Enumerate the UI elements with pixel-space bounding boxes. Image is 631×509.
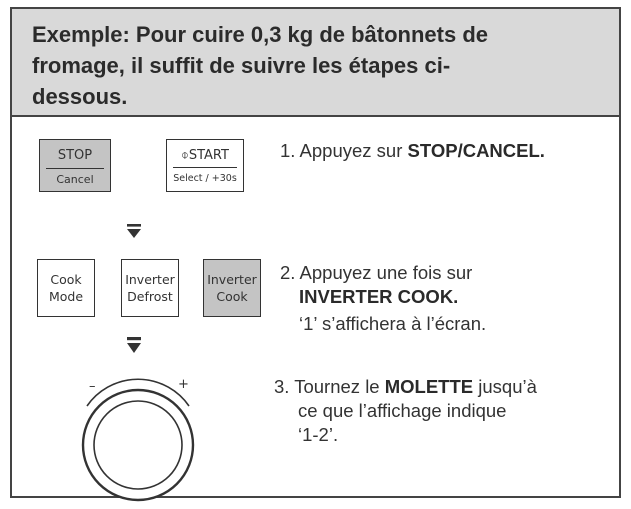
dial-knob-icon[interactable] — [67, 366, 209, 508]
dial-minus-label: – — [89, 379, 96, 394]
step-3-line1 — [274, 375, 537, 399]
cook-mode-button[interactable] — [37, 259, 95, 317]
start-label: ⌽START — [181, 148, 229, 163]
inverter-cook-line1: Inverter — [207, 272, 257, 287]
cook-mode-line1: Cook — [50, 272, 82, 287]
step-3-line2: ce que l’affichage indique — [298, 400, 507, 421]
example-header — [12, 9, 619, 117]
step-1-bold: STOP/CANCEL. — [407, 140, 545, 161]
step-3-line3: ‘1-2’. — [298, 424, 339, 445]
step-3-suffix: jusqu’à — [473, 376, 537, 397]
dial-plus-label: + — [178, 377, 189, 392]
step-2-line3: ‘1’ s’affichera à l’écran. — [299, 313, 487, 334]
instruction-box — [10, 7, 621, 498]
step-3-text — [274, 375, 537, 447]
step-3-prefix: 3. Tournez le — [274, 376, 385, 397]
step-1-text — [280, 139, 545, 163]
step-3-bold: MOLETTE — [384, 376, 474, 397]
start-button[interactable] — [166, 139, 244, 192]
inverter-cook-line2: Cook — [216, 289, 248, 304]
inverter-defrost-button[interactable] — [121, 259, 179, 317]
step-2-text — [280, 261, 486, 336]
inverter-defrost-line2: Defrost — [127, 289, 173, 304]
header-line-1: Exemple: Pour cuire 0,3 kg de bâtonnets de — [32, 22, 489, 47]
inverter-defrost-line1: Inverter — [125, 272, 175, 287]
stop-cancel-button[interactable] — [39, 139, 111, 192]
step-2-bold: INVERTER COOK. — [299, 286, 459, 307]
stop-divider — [46, 168, 104, 169]
step-1-prefix: 1. Appuyez sur — [280, 140, 408, 161]
inverter-cook-button[interactable] — [203, 259, 261, 317]
cook-mode-line2: Mode — [48, 289, 84, 304]
down-arrow-icon — [126, 337, 142, 355]
header-line-2: fromage, il suffit de suivre les étapes ci- — [32, 53, 451, 78]
header-line-3: dessous. — [32, 84, 128, 109]
down-arrow-icon — [126, 224, 142, 240]
select-30s-label: Select / +30s — [173, 173, 237, 184]
cancel-label: Cancel — [56, 173, 94, 186]
stop-label: STOP — [57, 148, 93, 163]
step-2-line2 — [280, 285, 486, 309]
step-2-line1: 2. Appuyez une fois sur — [280, 262, 473, 283]
start-divider — [173, 167, 237, 168]
